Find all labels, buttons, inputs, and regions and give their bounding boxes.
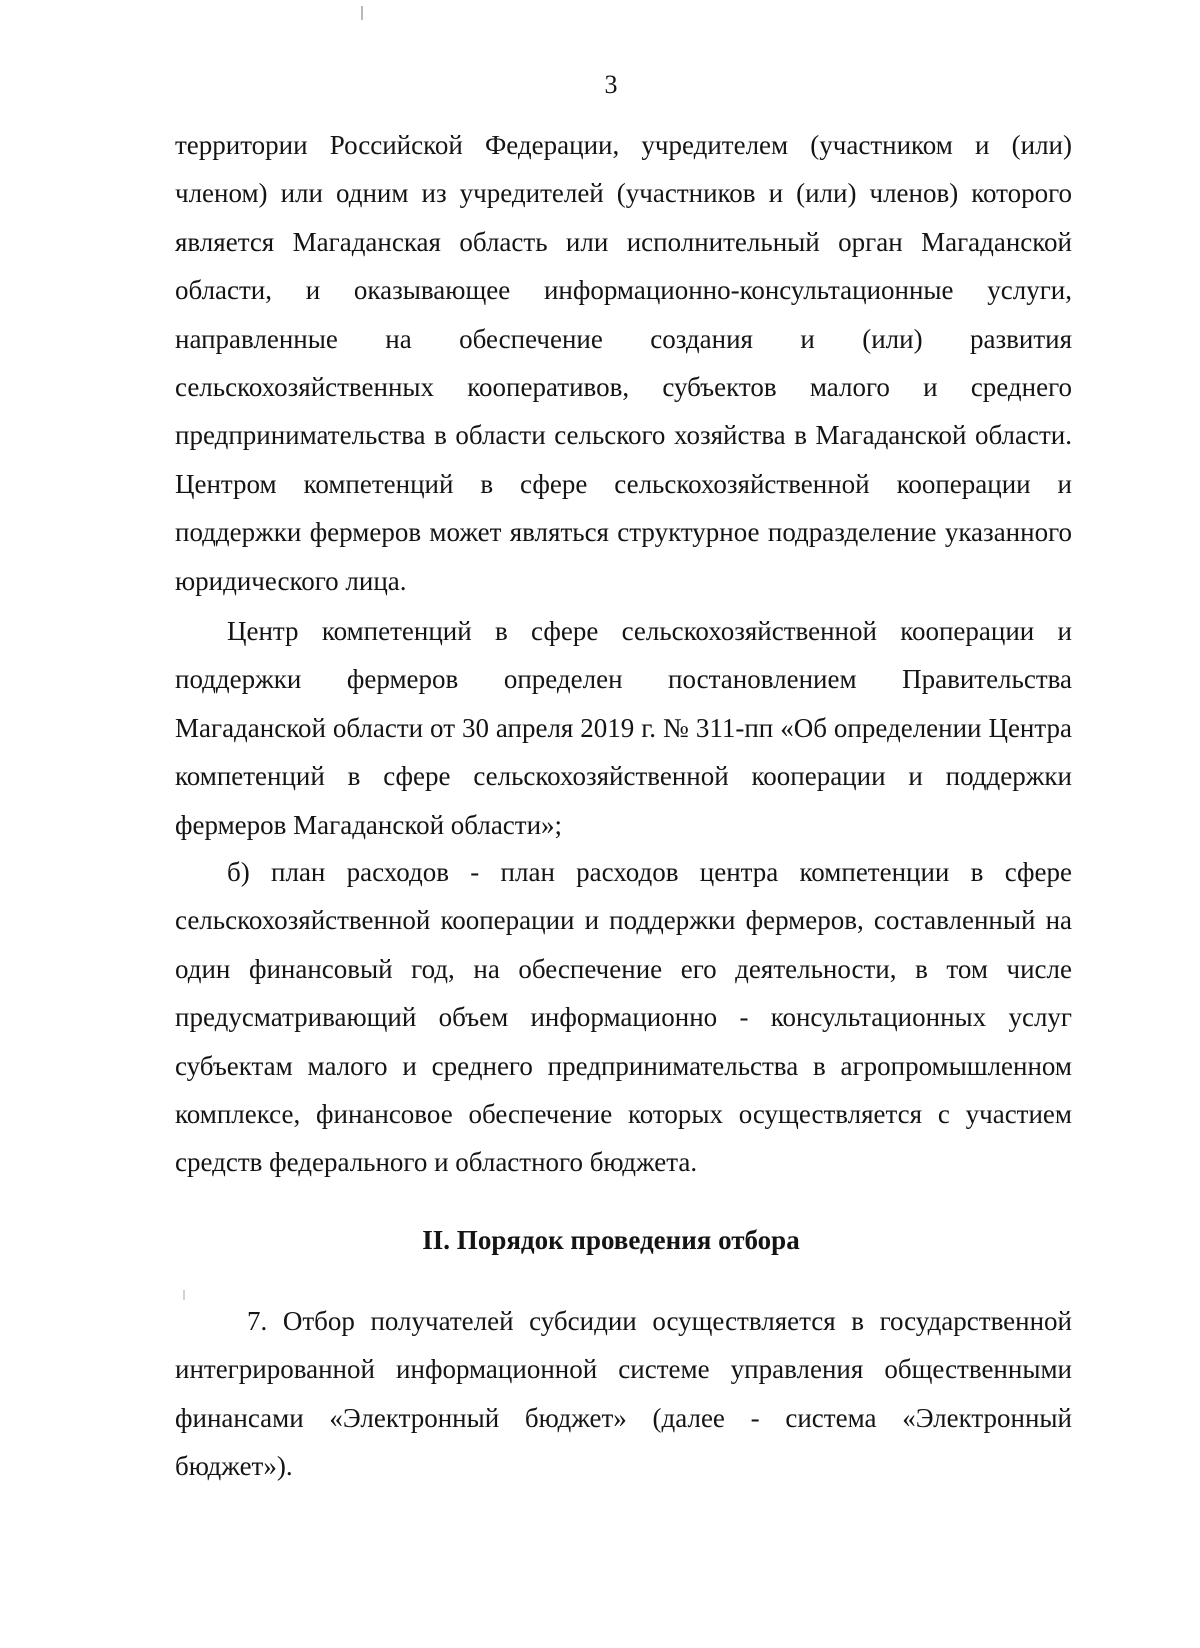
paragraph-text: Центр компетенций в сфере сельскохозяйственной кооперации и поддержки фермеров определен постановлением Правительства Магаданской области от 30 апреля 2019 г. № 311-пп «Об определении Центра компетенций в сфере сельскохозяйственной кооперации и поддержки фермеров Магаданской области»; (175, 616, 1072, 840)
paragraph-selection (175, 1297, 1072, 1491)
page-number: 3 (604, 70, 618, 99)
paragraph-expense-plan (175, 848, 1072, 1187)
paragraph-text: 7. Отбор получателей субсидии осуществляется в государственной интегрированной информационной системе управления общественными финансами «Электронный бюджет» (далее - система «Электронный бюджет»). (175, 1306, 1072, 1482)
paragraph-continuation (175, 121, 1072, 605)
scan-speck (361, 6, 363, 20)
paragraph-competence-center (175, 607, 1072, 849)
paragraph-text: б) план расходов - план расходов центра компетенции в сфере сельскохозяйственной кооперации и поддержки фермеров, составленный на один финансовый год, на обеспечение его деятельности, в том числе предусматривающий объем информационно - консультационных услуг субъектам малого и среднего предпринимательства в агропромышленном комплексе, финансовое обеспечение которых осуществляется с участием средств федерального и областного бюджета. (175, 857, 1072, 1178)
section-heading: II. Порядок проведения отбора (422, 1225, 800, 1255)
paragraph-text: территории Российской Федерации, учредителем (участником и (или) членом) или одним из учредителей (участников и (или) членов) которого является Магаданская область или исполнительный орган Магаданской области, и оказывающее информационно-консультационные услуги, направленные на обеспечение создания и (или) развития сельскохозяйственных кооперативов, субъектов малого и среднего предпринимательства в области сельского хозяйства в Магаданской области. Центром компетенций в сфере сельскохозяйственной кооперации и поддержки фермеров может являться структурное подразделение указанного юридического лица. (175, 130, 1072, 596)
